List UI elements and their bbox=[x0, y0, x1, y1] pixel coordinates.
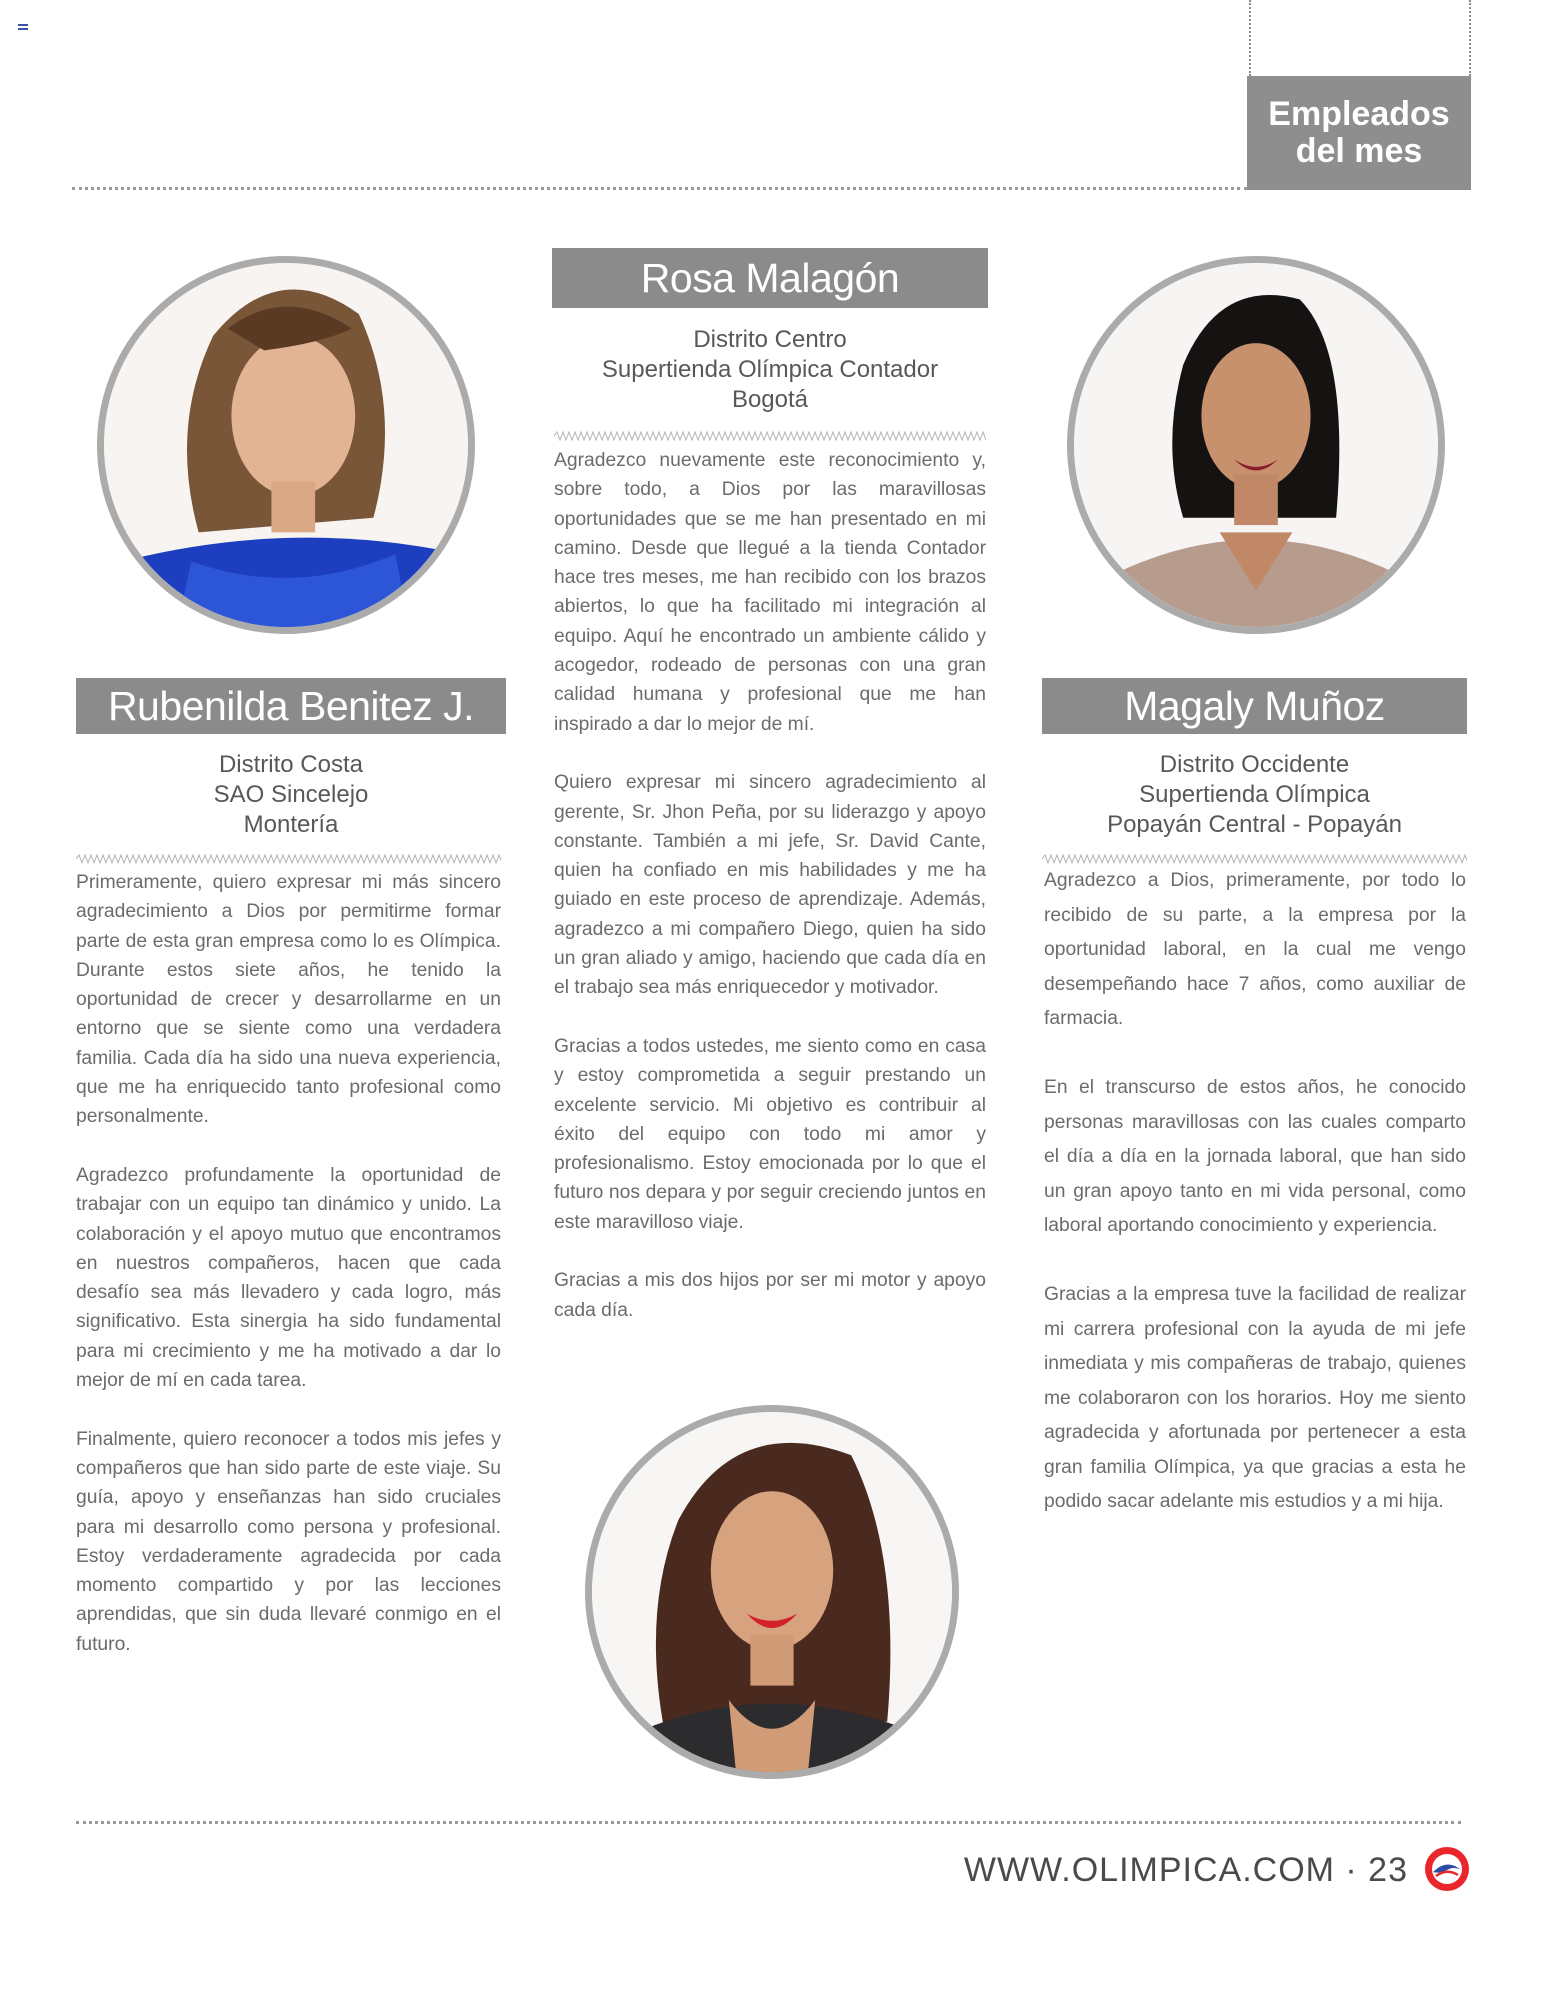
paragraph: Agradezco profundamente la oportunidad de trabajar con un equipo tan dinámico y unido. La colaboración y el apoyo mutuo que encontramos en nuestros compañeros, hacen que cada desafío sea más llevadero y cada logro, más significativo. Esta sinergia ha sido fundamental para mi crecimiento y me ha motivado a dar lo mejor de mí en cada tarea. bbox=[76, 1164, 501, 1392]
paragraph: Primeramente, quiero expresar mi más sincero agradecimiento a Dios por permitirme formar parte de esta gran empresa como lo es Olímpica. Durante estos siete años, he tenido la oportunidad de crecer y desarrollarme en un entorno que se siente como una verdadera familia. Cada día ha sido una nueva experiencia, que me ha enriquecido tanto profesional como personalmente. bbox=[76, 872, 501, 1128]
paragraph: Agradezco nuevamente este reconocimiento y, sobre todo, a Dios por las maravillosas oportunidades que se me han presentado en mi camino. Desde que llegué a la tienda Contador hace tres meses, me han recibido con los brazos abiertos, lo que ha facilitado mi integración al equipo. Aquí he encontrado un ambiente cálido y acogedor, rodeado de personas con una gran calidad humana y profesional que me han inspirado a dar lo mejor de mí. bbox=[554, 450, 986, 735]
paragraph: Agradezco a Dios, primeramente, por todo lo recibido de su parte, a la empresa por la oportunidad laboral, en la cual me vengo desempeñando hace 7 años, como auxiliar de farmacia. bbox=[1044, 870, 1466, 1029]
employee-location-magaly bbox=[1042, 750, 1467, 840]
employee-photo-rosa bbox=[585, 1405, 959, 1779]
corner-mark-icon bbox=[18, 24, 28, 32]
header-divider bbox=[72, 187, 1247, 190]
paragraph: Finalmente, quiero reconocer a todos mis jefes y compañeros que han sido parte de este viaje. Su guía, apoyo y enseñanzas han sido cruciales para mi desarrollo como persona y profesional. Estoy verdaderamente agradecida por cada momento compartido y por las lecciones aprendidas, que sin duda llevaré conmigo en el futuro. bbox=[76, 1428, 501, 1655]
olimpica-logo-icon bbox=[1424, 1846, 1470, 1892]
employee-location-rosa bbox=[552, 325, 988, 415]
employee-text-magaly bbox=[1044, 864, 1466, 1554]
district: Distrito Costa bbox=[218, 751, 364, 778]
employee-text-rosa bbox=[554, 446, 986, 1325]
city: Bogotá bbox=[731, 386, 809, 413]
employee-photo-magaly bbox=[1067, 256, 1445, 634]
city: Popayán Central - Popayán bbox=[1107, 811, 1402, 838]
section-box-connector bbox=[1249, 0, 1471, 76]
section-title bbox=[1247, 76, 1471, 190]
footer-divider bbox=[76, 1821, 1461, 1824]
zigzag-divider bbox=[76, 853, 501, 865]
employee-name-magaly: Magaly Muñoz bbox=[1042, 678, 1467, 734]
store: Supertienda Olímpica Contador bbox=[601, 356, 939, 383]
district: Distrito Occidente bbox=[1159, 751, 1350, 778]
paragraph: Gracias a mis dos hijos por ser mi motor y apoyo cada día. bbox=[554, 1270, 986, 1321]
section-title-line2: del mes bbox=[1295, 132, 1423, 170]
paragraph: En el transcurso de estos años, he conocido personas maravillosas con las cuales comparto el día a día en la jornada laboral, que han sido un gran apoyo tanto en mi vida personal, como laboral aportando conocimiento y experiencia. bbox=[1044, 1077, 1466, 1236]
zigzag-divider bbox=[554, 430, 986, 442]
city: Montería bbox=[243, 811, 339, 838]
store: SAO Sincelejo bbox=[213, 781, 369, 808]
district: Distrito Centro bbox=[693, 326, 847, 353]
employee-name-rosa: Rosa Malagón bbox=[552, 248, 988, 308]
paragraph: Quiero expresar mi sincero agradecimiento al gerente, Sr. Jhon Peña, por su liderazgo y apoyo constante. También a mi jefe, Sr. David Cante, quien ha confiado en mis habilidades y me ha guiado en este proceso de aprendizaje. Además, agradezco a mi compañero Diego, quien ha sido un gran aliado y amigo, haciendo que cada día en el trabajo sea más enriquecedor y motivador. bbox=[554, 772, 986, 999]
employee-photo-rubenilda bbox=[97, 256, 475, 634]
store: Supertienda Olímpica bbox=[1139, 781, 1370, 808]
employee-text-rubenilda bbox=[76, 868, 501, 1659]
footer-url-page-number: WWW.OLIMPICA.COM · 23 bbox=[963, 1851, 1408, 1889]
employee-location-rubenilda bbox=[76, 750, 506, 840]
employee-name-rubenilda: Rubenilda Benitez J. bbox=[76, 678, 506, 734]
paragraph: Gracias a todos ustedes, me siento como en casa y estoy comprometida a seguir prestando un excelente servicio. Mi objetivo es contribuir al éxito del equipo con todo mi amor y profesionalismo. Estoy emocionada por lo que el futuro nos depara y por seguir creciendo juntos en este maravilloso viaje. bbox=[554, 1035, 986, 1233]
section-title-line1: Empleados bbox=[1268, 95, 1450, 133]
paragraph: Gracias a la empresa tuve la facilidad de realizar mi carrera profesional con la ayuda de mi jefe inmediata y mis compañeras de trabajo, quienes me colaboraron con los horarios. Hoy me siento agradecida y afortunada por pertenecer a esta gran familia Olímpica, ya que gracias a esta he podido sacar adelante mis estudios y a mi hija. bbox=[1044, 1284, 1466, 1512]
